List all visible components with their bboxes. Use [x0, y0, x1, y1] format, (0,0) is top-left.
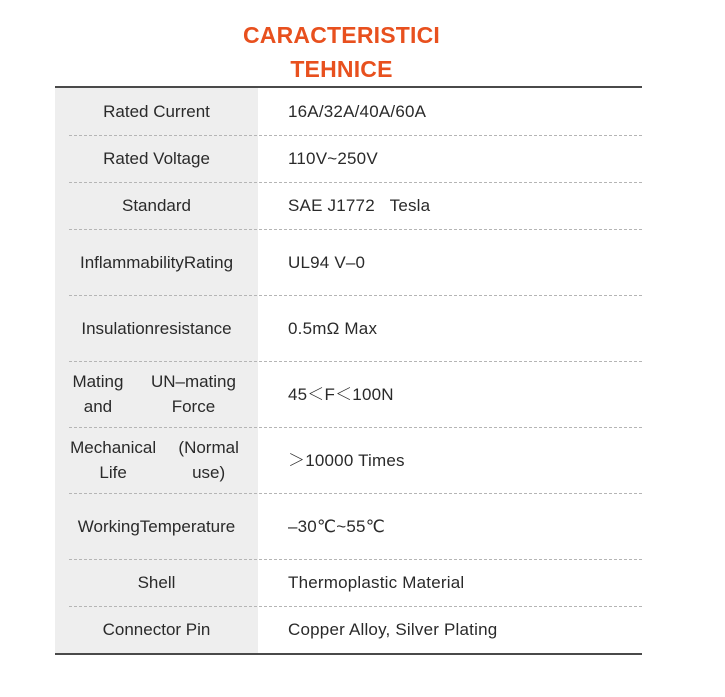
- row-value: Copper Alloy, Silver Plating: [288, 620, 498, 639]
- table-row: [55, 361, 642, 427]
- row-value: 110V~250V: [288, 149, 378, 168]
- label-line: Mechanical Life: [70, 438, 157, 482]
- table-row: [55, 295, 642, 361]
- row-label: [55, 493, 258, 559]
- row-value: ＞10000 Times: [288, 450, 405, 470]
- table-row: [55, 493, 642, 559]
- page-title: [0, 18, 683, 86]
- label-line: resistance: [154, 318, 232, 338]
- label-line: Inflammability: [79, 252, 184, 272]
- row-label: Shell: [55, 559, 258, 606]
- table-row: [55, 135, 642, 182]
- row-label: Connector Pin: [55, 606, 258, 653]
- label-line: Rating: [183, 252, 234, 272]
- row-label: [55, 427, 258, 493]
- table-row: [55, 182, 642, 229]
- table-row: [55, 559, 642, 606]
- row-value: –30℃~55℃: [288, 516, 385, 536]
- row-value: 45＜F＜100N: [288, 384, 394, 404]
- row-label: Rated Current: [55, 88, 258, 135]
- row-label: Rated Voltage: [55, 135, 258, 182]
- row-value: SAE J1772 Tesla: [288, 196, 431, 215]
- row-label: [55, 361, 258, 427]
- table-row: [55, 229, 642, 295]
- title-line-2: TEHNICE: [290, 56, 393, 82]
- label-line: Working: [77, 516, 140, 536]
- label-line: Mating and: [72, 372, 124, 416]
- table-row: [55, 606, 642, 653]
- label-line: Insulation: [81, 318, 155, 338]
- row-label: [55, 229, 258, 295]
- row-value: UL94 V–0: [288, 252, 366, 272]
- label-line: UN–mating Force: [150, 372, 236, 416]
- row-value: 0.5mΩ Max: [288, 318, 378, 338]
- row-label: Standard: [55, 182, 258, 229]
- table-row: [55, 427, 642, 493]
- row-value: 16A/32A/40A/60A: [288, 102, 427, 121]
- label-line: Temperature: [139, 516, 236, 536]
- spec-table: [55, 86, 642, 655]
- title-line-1: CARACTERISTICI: [242, 22, 441, 48]
- row-value: Thermoplastic Material: [288, 573, 465, 592]
- table-row: [55, 88, 642, 135]
- row-label: [55, 295, 258, 361]
- label-line: (Normal use): [178, 438, 239, 482]
